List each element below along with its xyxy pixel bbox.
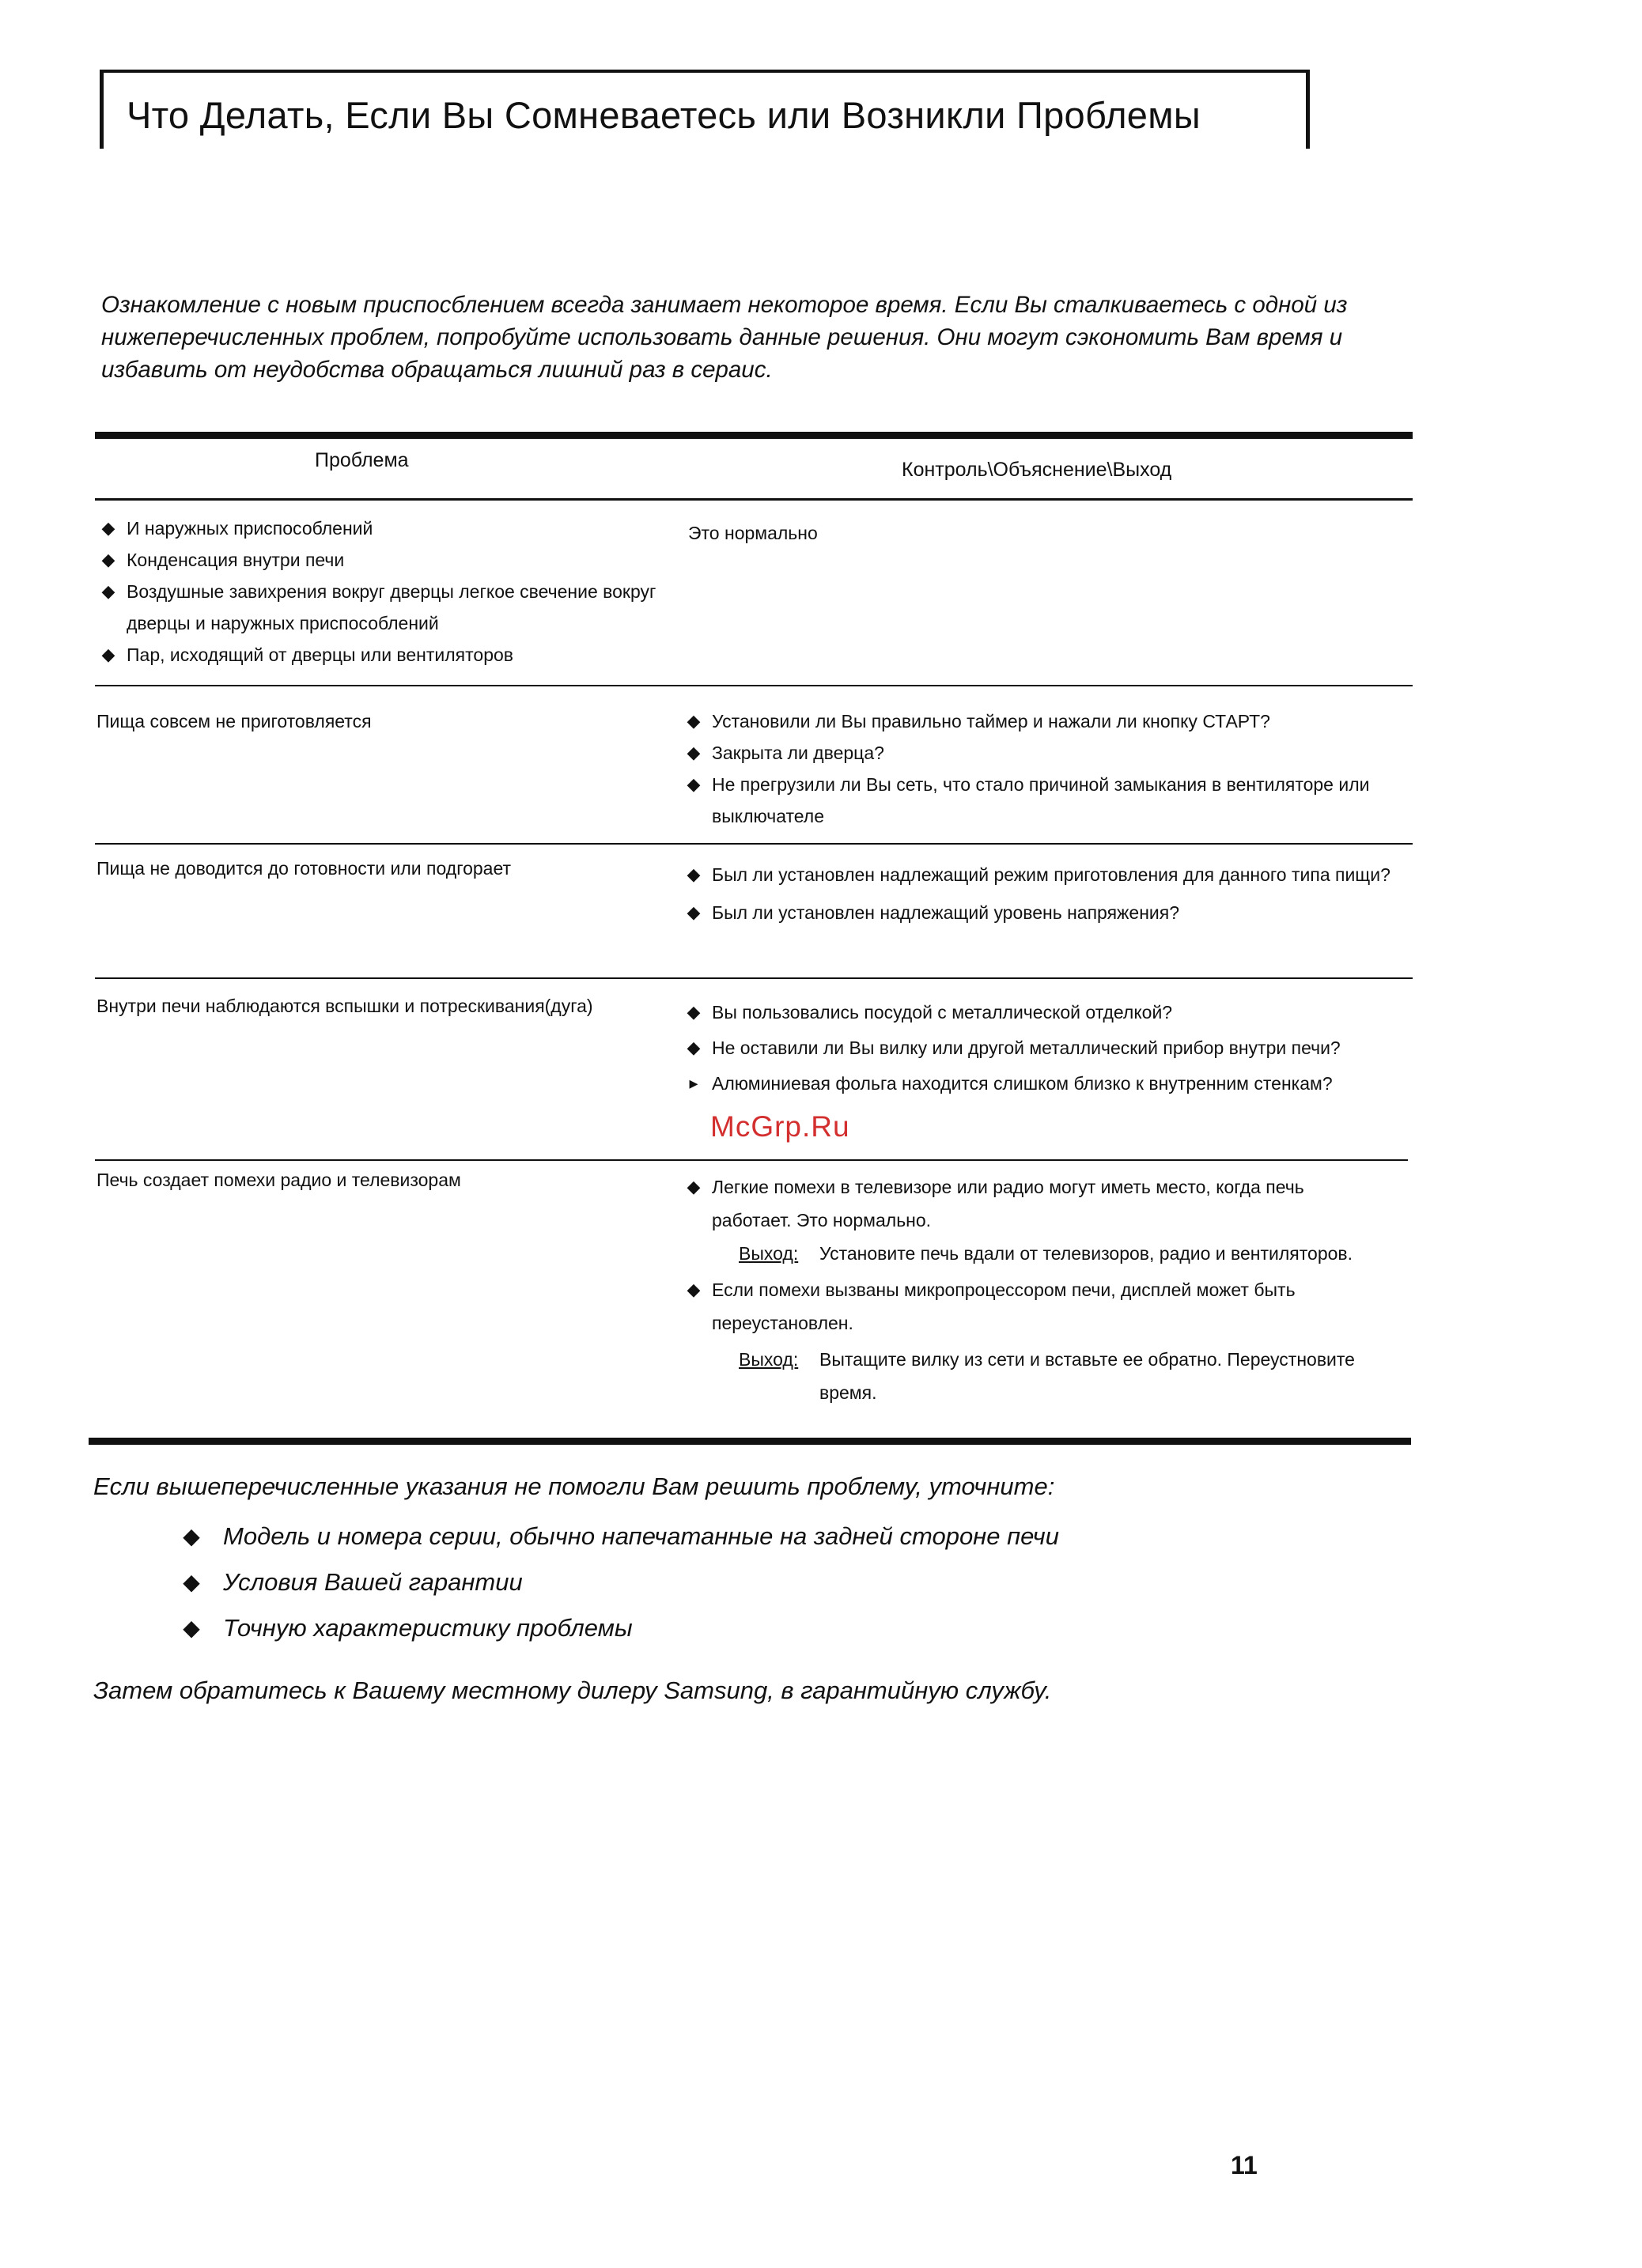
solution-note (739, 1343, 1378, 1409)
diamond-bullet-icon: ◆ (183, 1524, 200, 1548)
row-divider (95, 1159, 1408, 1161)
diamond-bullet-icon: ◆ (687, 774, 701, 794)
list-item: ◆ Не прегрузили ли Вы сеть, что стало причиной замыкания в вентиляторе или выключателе (682, 769, 1394, 832)
check-list (682, 705, 1394, 832)
problem-text: Печь создает помехи радио и телевизорам (96, 1170, 461, 1190)
check-list (682, 996, 1409, 1099)
table-top-rule (95, 432, 1413, 439)
diamond-bullet-icon: ◆ (101, 581, 115, 601)
problem-list (96, 512, 666, 671)
page-title: Что Делать, Если Вы Сомневаетесь или Возникли Проблемы (127, 94, 1201, 136)
list-item: ◆ Воздушные завихрения вокруг дверцы легкое свечение вокруг дверцы и наружных приспособлений (96, 576, 666, 639)
list-item: ◆ Если помехи вызваны микропроцессором печи, дисплей может быть переустановлен. Выход: Вытащите вилку из сети и вставьте ее обратно. Переустновите время. (682, 1273, 1378, 1409)
solution-text: Установите печь вдали от телевизоров, радио и вентиляторов. (819, 1243, 1353, 1264)
check-text: Это нормально (688, 523, 818, 543)
list-item: ◆ Модель и номера серии, обычно напечатанные на задней стороне печи (180, 1514, 1059, 1559)
solution-label: Выход: (739, 1243, 799, 1264)
diamond-bullet-icon: ◆ (687, 1002, 701, 1022)
column-header-problem: Проблема (315, 449, 409, 471)
diamond-bullet-icon: ◆ (101, 550, 115, 569)
diamond-bullet-icon: ◆ (183, 1570, 200, 1594)
row-divider (95, 843, 1413, 845)
diamond-bullet-icon: ◆ (101, 644, 115, 664)
row-divider (95, 685, 1413, 686)
list-item: ◆ Закрыта ли дверца? (682, 737, 1394, 769)
list-item: ◆ Установили ли Вы правильно таймер и нажали ли кнопку СТАРТ? (682, 705, 1394, 737)
diamond-bullet-icon: ◆ (183, 1616, 200, 1640)
list-item: ◆ Вы пользовались посудой с металлической отделкой? (682, 996, 1409, 1028)
diamond-bullet-icon: ◆ (687, 711, 701, 731)
column-header-check: Контроль\Объяснение\Выход (902, 459, 1172, 481)
final-closing: Затем обратитесь к Вашему местному дилеру Samsung, в гарантийную службу. (93, 1676, 1052, 1704)
solution-label: Выход: (739, 1349, 799, 1370)
table-row (682, 705, 1394, 832)
list-item: ◆ Условия Вашей гарантии (180, 1559, 1059, 1605)
diamond-bullet-icon: ◆ (687, 1177, 701, 1196)
diamond-bullet-icon: ◆ (687, 743, 701, 762)
list-item: ◆ Точную характеристику проблемы (180, 1605, 1059, 1651)
diamond-bullet-icon: ◆ (101, 518, 115, 538)
list-item: ▸ Алюминиевая фольга находится слишком близко к внутренним стенкам? (682, 1068, 1409, 1099)
list-item: ◆ И наружных приспособлений (96, 512, 666, 544)
diamond-bullet-icon: ◆ (687, 1038, 701, 1057)
table-row (682, 996, 1409, 1099)
table-row (682, 859, 1394, 928)
final-lead: Если вышеперечисленные указания не помогли Вам решить проблему, уточните: (93, 1472, 1055, 1500)
list-item: ◆ Был ли установлен надлежащий режим приготовления для данного типа пищи? (682, 859, 1394, 890)
list-item: ◆ Конденсация внутри печи (96, 544, 666, 576)
table-header-rule (95, 498, 1413, 501)
page-number: 11 (1231, 2151, 1258, 2179)
final-list (180, 1514, 1059, 1651)
diamond-bullet-icon: ◆ (687, 1280, 701, 1299)
list-item: ◆ Легкие помехи в телевизоре или радио могут иметь место, когда печь работает. Это нормально. Выход: Установите печь вдали от телевизоров, радио и вентиляторов. (682, 1170, 1378, 1270)
list-item: ◆ Пар, исходящий от дверцы или вентиляторов (96, 639, 666, 671)
table-bottom-rule (89, 1438, 1411, 1445)
diamond-bullet-icon: ◆ (687, 902, 701, 922)
problem-text: Пища не доводится до готовности или подгорает (96, 858, 512, 879)
intro-paragraph: Ознакомление с новым приспосблением всегда занимает некоторое время. Если Вы сталкиваетесь с одной из нижеперечисленных проблем, попробуйте использовать данные решения. Они могут сэкономить Вам время и избавить от неудобства обращаться лишний раз в сераис. (101, 292, 1348, 383)
solution-text: Вытащите вилку из сети и вставьте ее обратно. Переустновите время. (819, 1349, 1355, 1403)
table-row (96, 512, 666, 671)
table-row (682, 1170, 1378, 1409)
list-item: ◆ Был ли установлен надлежащий уровень напряжения? (682, 897, 1394, 928)
diamond-bullet-icon: ◆ (687, 864, 701, 884)
arrow-bullet-icon: ▸ (689, 1073, 698, 1093)
list-item: ◆ Не оставили ли Вы вилку или другой металлический прибор внутри печи? (682, 1032, 1409, 1064)
problem-text: Пища совсем не приготовляется (96, 711, 372, 731)
check-list (682, 859, 1394, 928)
solution-note (739, 1237, 1378, 1270)
watermark: McGrp.Ru (710, 1110, 850, 1143)
check-list (682, 1170, 1378, 1409)
problem-text: Внутри печи наблюдаются вспышки и потрескивания(дуга) (96, 996, 593, 1016)
row-divider (95, 977, 1413, 979)
